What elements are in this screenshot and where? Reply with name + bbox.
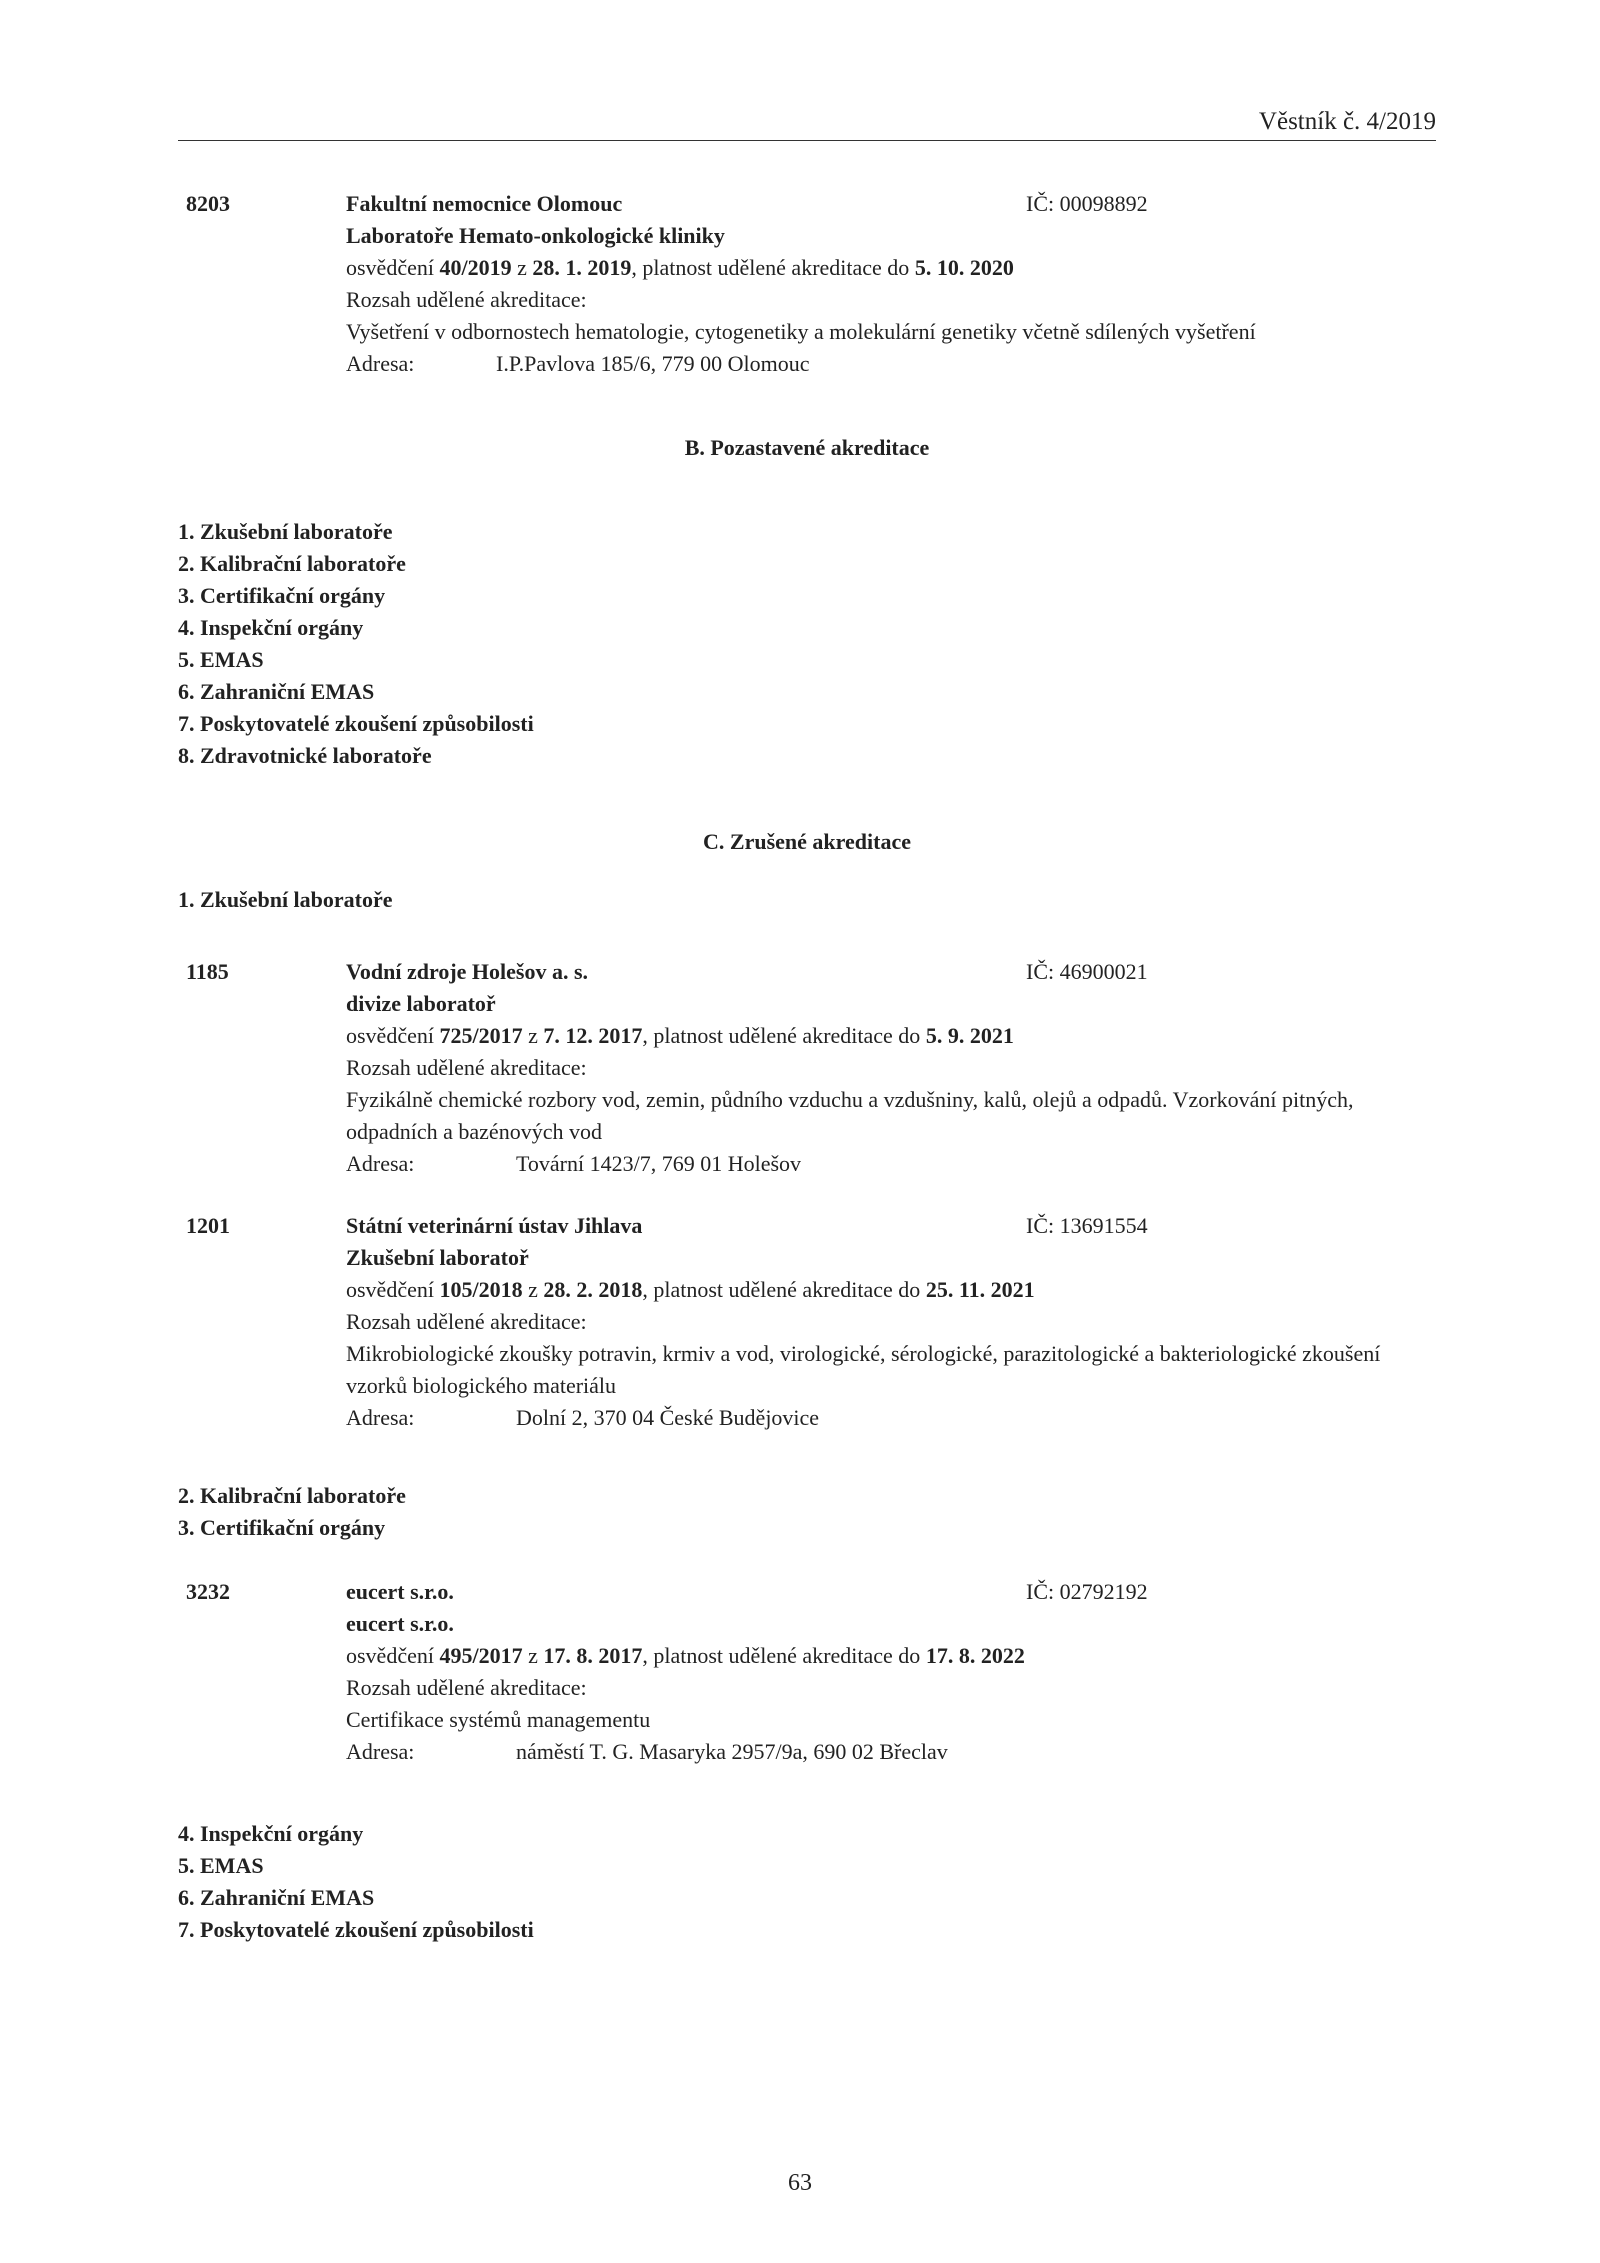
cert-z: z [522,1643,544,1668]
address-value: náměstí T. G. Masaryka 2957/9a, 690 02 Břeclav [516,1739,948,1764]
list-item: 5. EMAS [178,647,264,672]
scope-text: Mikrobiologické zkoušky potravin, krmiv a vod, virologické, sérologické, parazitologické a bakteriologické zkoušení vzorků biologického materiálu [346,1341,1381,1398]
cert-number: 725/2017 [439,1023,523,1048]
scope-label: Rozsah udělené akreditace: [346,1055,587,1080]
list-item: 2. Kalibrační laboratoře [178,551,406,576]
cert-date: 17. 8. 2017 [543,1643,643,1668]
accreditation-entry [178,1210,1436,1434]
scope-label: Rozsah udělené akreditace: [346,1675,587,1700]
address [346,1736,1436,1768]
entry-subname: Zkušební laboratoř [346,1245,529,1270]
entry-name: Fakultní nemocnice Olomouc [346,191,623,216]
address [346,348,1436,380]
list-item: 7. Poskytovatelé zkoušení způsobilosti [178,1917,534,1942]
cert-date: 28. 2. 2018 [543,1277,643,1302]
entry-ico: IČ: 00098892 [1026,191,1148,216]
cert-valid: 17. 8. 2022 [925,1643,1025,1668]
section-b-list [178,516,1436,772]
list-item: 5. EMAS [178,1853,264,1878]
scope-text: Vyšetření v odbornostech hematologie, cytogenetiky a molekulární genetiky včetně sdílených vyšetření [346,319,1256,344]
entry-subname: divize laboratoř [346,991,496,1016]
cert-date: 7. 12. 2017 [543,1023,643,1048]
scope-label: Rozsah udělené akreditace: [346,1309,587,1334]
cert-date: 28. 1. 2019 [532,255,632,280]
cert-mid: , platnost udělené akreditace do [642,1023,926,1048]
entry-name: Vodní zdroje Holešov a. s. [346,959,589,984]
cert-valid: 25. 11. 2021 [925,1277,1035,1302]
cert-mid: , platnost udělené akreditace do [642,1643,926,1668]
entry-ico: IČ: 02792192 [1026,1579,1148,1604]
list-item: 3. Certifikační orgány [178,583,386,608]
list-item: 6. Zahraniční EMAS [178,679,375,704]
cert-valid: 5. 9. 2021 [925,1023,1014,1048]
section-c-sub2: 2. Kalibrační laboratoře [178,1483,406,1508]
address-label: Adresa: [346,351,415,376]
list-item: 4. Inspekční orgány [178,615,364,640]
entry-subname: Laboratoře Hemato-onkologické kliniky [346,223,725,248]
list-item: 7. Poskytovatelé zkoušení způsobilosti [178,711,534,736]
section-b-title: B. Pozastavené akreditace [684,435,930,460]
cert-prefix: osvědčení [346,1023,440,1048]
entry-name: eucert s.r.o. [346,1579,454,1604]
document-content [178,188,1436,1946]
cert-z: z [522,1277,544,1302]
section-c-tail-list [178,1818,1436,1946]
section-c-sub3: 3. Certifikační orgány [178,1515,386,1540]
address-label: Adresa: [346,1405,415,1430]
accreditation-entry [178,956,1436,1180]
entry-ico: IČ: 13691554 [1026,1213,1148,1238]
cert-number: 40/2019 [439,255,512,280]
entry-number: 3232 [186,1579,230,1604]
accreditation-entry [178,1576,1436,1768]
address-value: I.P.Pavlova 185/6, 779 00 Olomouc [496,351,810,376]
scope-label: Rozsah udělené akreditace: [346,287,587,312]
page-header: Věstník č. 4/2019 [178,108,1436,141]
list-item: 4. Inspekční orgány [178,1821,364,1846]
cert-z: z [511,255,533,280]
entry-number: 8203 [186,191,230,216]
entry-subname: eucert s.r.o. [346,1611,454,1636]
entry-certificate [346,1274,1436,1306]
entry-name: Státní veterinární ústav Jihlava [346,1213,643,1238]
entry-number: 1201 [186,1213,230,1238]
scope-text: Fyzikálně chemické rozbory vod, zemin, půdního vzduchu a vzdušniny, kalů, olejů a odpadů. Vzorkování pitných, odpadních a bazénových vod [346,1087,1354,1144]
entry-ico: IČ: 46900021 [1026,959,1148,984]
cert-valid: 5. 10. 2020 [914,255,1014,280]
address-label: Adresa: [346,1739,415,1764]
cert-z: z [522,1023,544,1048]
cert-prefix: osvědčení [346,255,440,280]
cert-number: 495/2017 [439,1643,523,1668]
cert-number: 105/2018 [439,1277,523,1302]
list-item: 1. Zkušební laboratoře [178,519,393,544]
accreditation-entry [178,188,1436,380]
section-c-title: C. Zrušené akreditace [703,829,911,854]
section-c-sub1: 1. Zkušební laboratoře [178,887,393,912]
address-value: Dolní 2, 370 04 České Budějovice [516,1405,820,1430]
cert-mid: , platnost udělené akreditace do [631,255,915,280]
address [346,1402,1436,1434]
cert-prefix: osvědčení [346,1643,440,1668]
address [346,1148,1436,1180]
entry-number: 1185 [186,959,229,984]
list-item: 8. Zdravotnické laboratoře [178,743,432,768]
entry-certificate [346,1640,1436,1672]
entry-certificate [346,1020,1436,1052]
entry-certificate [346,252,1436,284]
list-item: 6. Zahraniční EMAS [178,1885,375,1910]
cert-mid: , platnost udělené akreditace do [642,1277,926,1302]
page-number: 63 [788,2170,812,2196]
scope-text: Certifikace systémů managementu [346,1707,651,1732]
address-value: Tovární 1423/7, 769 01 Holešov [516,1151,802,1176]
address-label: Adresa: [346,1151,415,1176]
cert-prefix: osvědčení [346,1277,440,1302]
